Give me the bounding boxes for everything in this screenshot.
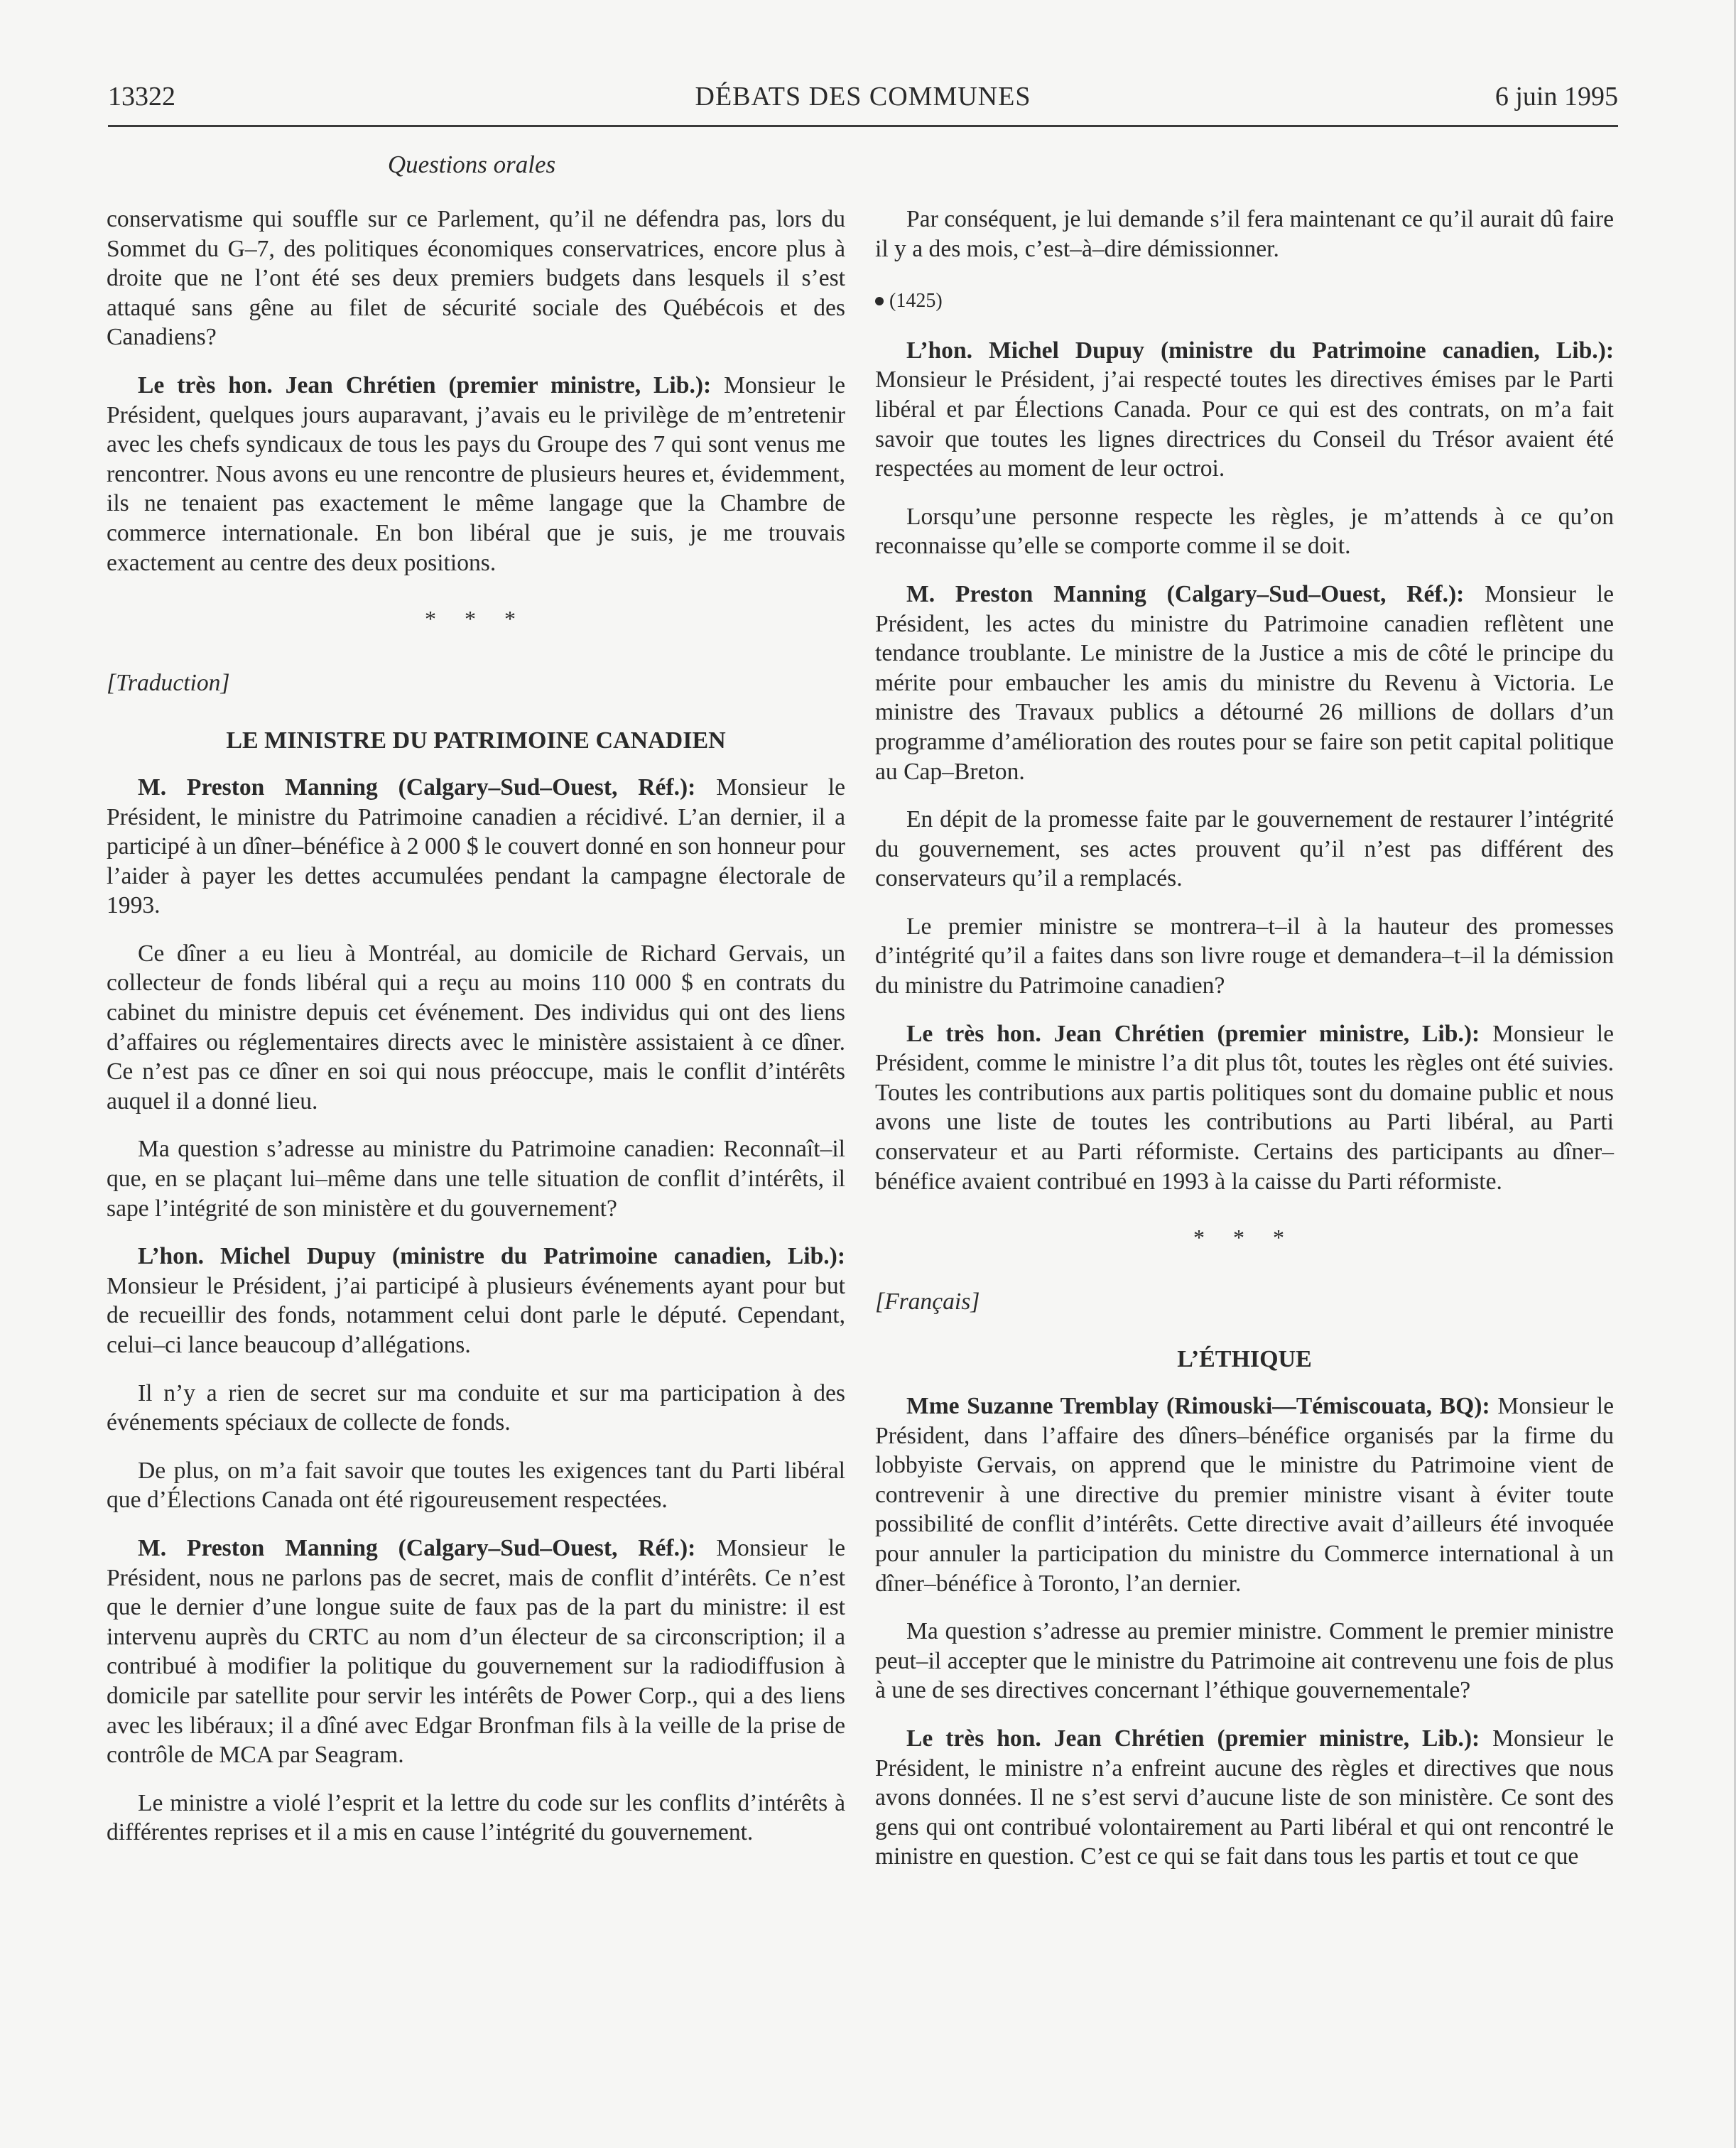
speaker-name: Le très hon. Jean Chrétien (premier ministre, Lib.): xyxy=(906,1020,1480,1047)
speaker-name: M. Preston Manning (Calgary–Sud–Ouest, Réf.): xyxy=(906,580,1465,607)
speaker-name: Le très hon. Jean Chrétien (premier ministre, Lib.): xyxy=(906,1725,1480,1752)
paragraph: Le premier ministre se montrera–t–il à la hauteur des promesses d’intégrité qu’il a faites dans son livre rouge et demandera–t–il la démission du ministre du Patrimoine canadien? xyxy=(875,913,1614,999)
publication-title: DÉBATS DES COMMUNES xyxy=(695,82,1031,112)
section-label: Questions orales xyxy=(387,151,556,178)
section-separator: * * * xyxy=(1193,1225,1296,1251)
paragraph: Il n’y a rien de secret sur ma conduite et sur ma participation à des événements spéciaux de collecte de fonds. xyxy=(107,1379,845,1436)
paragraph: Ce dîner a eu lieu à Montréal, au domicile de Richard Gervais, un collecteur de fonds libéral qui a reçu au moins 110 000 $ en contrats du cabinet du ministre depuis cet événement. Des individus qui ont des liens d’affaires ou réglementaires directs avec le ministère assistaient à ce dîner. Ce n’est pas ce dîner en soi qui nous préoccupe, mais le conflit d’intérêts auquel il a donné lieu. xyxy=(107,940,845,1114)
speaker-name: Mme Suzanne Tremblay (Rimouski—Témiscouata, BQ): xyxy=(906,1393,1490,1419)
speaker-name: Le très hon. Jean Chrétien (premier ministre, Lib.): xyxy=(138,371,712,398)
speech-text: Monsieur le Président, j’ai participé à plusieurs événements ayant pour but de recueillir des fonds, notamment celui dont parle le député. Cependant, celui–ci lance beaucoup d’allégations. xyxy=(107,1272,845,1358)
paragraph xyxy=(875,580,1614,786)
speech-text: Monsieur le Président, comme le ministre l’a dit plus tôt, toutes les règles ont été suivies. Toutes les contributions aux partis politiques sont du domaine public et nous avons une liste de toutes les contributions au Parti libéral, au Parti conservateur et au Parti réformiste. Certains des participants au dîner–bénéfice avaient contribué en 1993 à la caisse du Parti réformiste. xyxy=(875,1020,1614,1195)
paragraph xyxy=(875,1724,1614,1872)
speaker-name: M. Preston Manning (Calgary–Sud–Ouest, Réf.): xyxy=(138,774,696,801)
paragraph: Ma question s’adresse au premier ministre. Comment le premier ministre peut–il accepter que le ministre du Patrimoine ait contrevenu une fois de plus à une de ses directives concernant l’éthique gouvernementale? xyxy=(875,1618,1614,1704)
speech-text: Monsieur le Président, nous ne parlons pas de secret, mais de conflit d’intérêts. Ce n’est que le dernier d’une longue suite de faux pas de la part du ministre: il est intervenu auprès du CRTC au nom d’un électeur de sa circonscription; il a contribué à modifier la politique du gouvernement sur la radiodiffusion à domicile par satellite pour servir les intérêts de Power Corp., qui a des liens avec les libéraux; il a dîné avec Edgar Bronfman fils à la veille de la prise de contrôle de MCA par Seagram. xyxy=(107,1534,845,1769)
left-column xyxy=(107,205,845,2037)
paragraph xyxy=(875,1392,1614,1598)
speech-text: Monsieur le Président, le ministre du Patrimoine canadien a récidivé. L’an dernier, il a participé à un dîner–bénéfice à 2 000 $ le couvert donné en son honneur pour l’aider à payer les dettes accumulées pendant la campagne électorale de 1993. xyxy=(107,774,845,919)
paragraph xyxy=(107,773,845,921)
speaker-name: L’hon. Michel Dupuy (ministre du Patrimoine canadien, Lib.): xyxy=(906,337,1614,364)
paragraph xyxy=(107,1242,845,1360)
paragraph: conservatisme qui souffle sur ce Parlement, qu’il ne défendra pas, lors du Sommet du G–7, des politiques économiques conservatrices, encore plus à droite que ne l’ont été ses deux premiers budgets dans lesquels il s’est attaqué sans gêne au filet de sécurité sociale des Québécois et des Canadiens? xyxy=(107,206,845,351)
speech-text: Monsieur le Président, les actes du ministre du Patrimoine canadien reflètent une tendance troublante. Le ministre de la Justice a mis de côté le principe du mérite pour embaucher les amis du ministre du Revenu à Victoria. Le ministre des Travaux publics a détourné 26 millions de dollars d’un programme d’amélioration des routes pour se faire son petit capital politique au Cap–Breton. xyxy=(875,580,1614,785)
language-tag: [Traduction] xyxy=(107,669,230,696)
paragraph: En dépit de la promesse faite par le gouvernement de restaurer l’intégrité du gouvernement, ses actes prouvent qu’il n’est pas différent des conservateurs qu’il a remplacés. xyxy=(875,806,1614,892)
paragraph: Ma question s’adresse au ministre du Patrimoine canadien: Reconnaît–il que, en se plaçant lui–même dans une telle situation de conflit d’intérêts, il sape l’intégrité de son ministère et du gouvernement? xyxy=(107,1136,845,1222)
section-separator: * * * xyxy=(425,606,527,632)
paragraph: De plus, on m’a fait savoir que toutes les exigences tant du Parti libéral que d’Élections Canada ont été rigoureusement respectées. xyxy=(107,1457,845,1514)
paragraph: Par conséquent, je lui demande s’il fera maintenant ce qu’il aurait dû faire il y a des mois, c’est–à–dire démissionner. xyxy=(875,206,1614,262)
paragraph: Lorsqu’une personne respecte les règles, je m’attends à ce qu’on reconnaisse qu’elle se comporte comme il se doit. xyxy=(875,503,1614,560)
speech-text: Monsieur le Président, dans l’affaire des dîners–bénéfice organisés par la firme du lobbyiste Gervais, on apprend que le ministre du Patrimoine vient de contrevenir à une directive du premier ministre visant à éviter toute possibilité de conflit d’intérêts. Cette directive avait d’ailleurs été invoquée pour annuler la participation du ministre du Commerce international à un dîner–bénéfice à Toronto, l’an dernier. xyxy=(875,1393,1614,1597)
paragraph xyxy=(875,336,1614,484)
section-heading: LE MINISTRE DU PATRIMOINE CANADIEN xyxy=(226,727,726,754)
bullet-icon xyxy=(875,297,884,305)
paragraph: Le ministre a violé l’esprit et la lettre du code sur les conflits d’intérêts à différentes reprises et il a mis en cause l’intégrité du gouvernement. xyxy=(107,1789,845,1846)
timestamp-marker xyxy=(875,285,1614,316)
section-heading: L’ÉTHIQUE xyxy=(1177,1346,1312,1373)
language-tag: [Français] xyxy=(875,1288,980,1315)
speech-text: Monsieur le Président, le ministre n’a enfreint aucune des règles et directives que nous avons données. Il ne s’est servi d’aucune liste de son ministère. Ce sont des gens qui ont contribué volontairement au Parti libéral et qui ont rencontré le ministre en question. C’est ce qui se fait dans tous les partis et tout ce que xyxy=(875,1725,1614,1870)
speaker-name: M. Preston Manning (Calgary–Sud–Ouest, Réf.): xyxy=(138,1534,696,1561)
speaker-name: L’hon. Michel Dupuy (ministre du Patrimoine canadien, Lib.): xyxy=(138,1243,845,1270)
paragraph xyxy=(107,371,845,577)
speech-text: Monsieur le Président, quelques jours auparavant, j’avais eu le privilège de m’entretenir avec les chefs syndicaux de tous les pays du Groupe des 7 qui sont venus me rencontrer. Nous avons eu une rencontre de plusieurs heures et, évidemment, ils ne tenaient pas exactement le même langage que la Chambre de commerce internationale. En bon libéral que je suis, je me trouvais exactement au centre des deux positions. xyxy=(107,371,845,576)
issue-date: 6 juin 1995 xyxy=(1494,82,1618,112)
timestamp: (1425) xyxy=(889,290,943,313)
speech-text: Monsieur le Président, j’ai respecté toutes les directives émises par le Parti libéral et par Élections Canada. Pour ce qui est des contrats, on m’a fait savoir que toutes les lignes directrices du Conseil du Trésor avaient été respectées au moment de leur octroi. xyxy=(875,367,1614,482)
page-number: 13322 xyxy=(108,82,175,112)
paragraph xyxy=(875,1019,1614,1197)
running-head xyxy=(108,77,1618,127)
paragraph xyxy=(107,1534,845,1770)
right-column xyxy=(875,205,1614,2037)
